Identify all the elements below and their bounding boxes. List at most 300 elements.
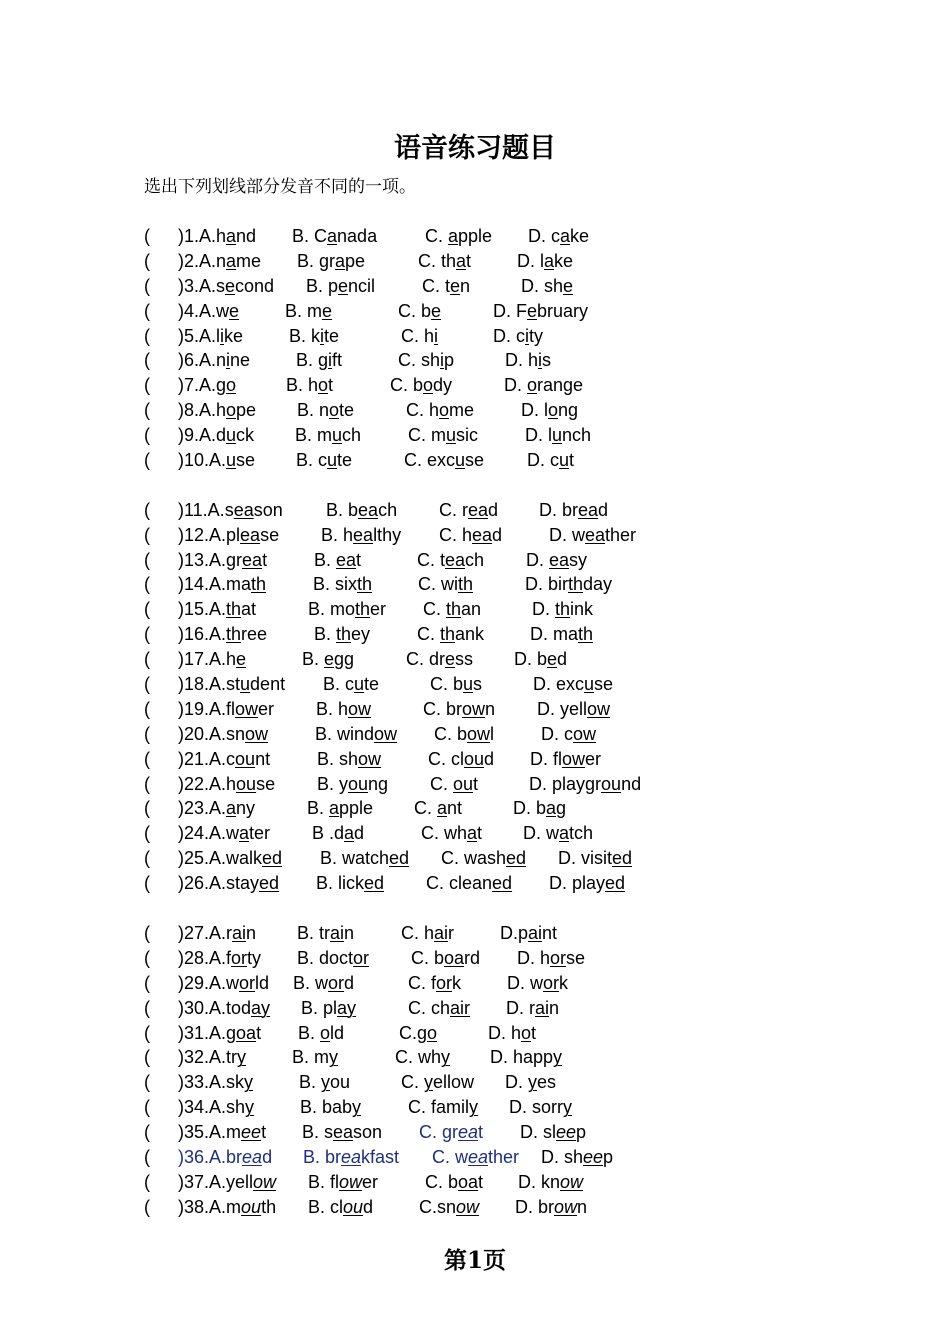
option-text: C. h [401, 325, 435, 346]
option-text: )30.A.tod [178, 997, 252, 1018]
option-d [528, 224, 589, 248]
option-text: ke [570, 226, 590, 246]
question-row [0, 1095, 950, 1120]
answer-blank[interactable]: ( [144, 972, 150, 993]
option-text: C. m [408, 425, 446, 446]
option-text: s [542, 350, 552, 371]
option-text: an [461, 599, 482, 620]
underlined-sound: i [440, 350, 445, 371]
underlined-sound: ai [535, 997, 550, 1018]
option-b [313, 572, 372, 596]
answer-blank[interactable]: ( [144, 848, 150, 869]
option-text: ou [330, 1072, 351, 1093]
option-text: B. [302, 649, 325, 670]
option-text: d [598, 499, 609, 520]
underlined-sound: y [321, 1072, 331, 1093]
option-text: D. sh [541, 1146, 584, 1167]
option-d [533, 672, 613, 696]
underlined-sound: th [568, 574, 584, 595]
option-text: D. F [493, 300, 527, 321]
option-text: th [261, 1196, 277, 1217]
option-b [302, 647, 354, 671]
option-text: )4.A.w [178, 300, 230, 321]
underlined-sound: o [527, 375, 538, 396]
underlined-sound: e [236, 649, 247, 670]
question-row [0, 1070, 950, 1095]
page-title: 语音练习题目 [394, 133, 556, 164]
answer-blank[interactable]: ( [144, 997, 150, 1018]
option-b [295, 423, 361, 447]
underlined-sound: i [220, 325, 225, 346]
answer-blank[interactable]: ( [144, 1097, 150, 1118]
option-text: D. ma [530, 624, 579, 645]
answer-blank[interactable]: ( [144, 574, 150, 595]
answer-blank[interactable]: ( [144, 698, 150, 719]
answer-blank[interactable]: ( [144, 1022, 150, 1043]
option-text: )31.A.g [178, 1022, 237, 1043]
underlined-sound: ea [242, 549, 263, 570]
option-text: B. c [323, 674, 355, 695]
option-text: C. h [439, 524, 473, 545]
option-text: pple [339, 798, 374, 819]
option-b [326, 498, 397, 522]
question-row [0, 796, 950, 821]
option-text: C. t [422, 275, 451, 296]
underlined-sound: ow [562, 748, 586, 769]
option-text: )8.A.h [178, 400, 227, 421]
option-d [504, 373, 583, 397]
underlined-sound: th [336, 624, 352, 645]
underlined-sound: ow [374, 723, 398, 744]
underlined-sound: a [226, 798, 237, 819]
option-text: gg [334, 649, 355, 670]
option-text: B. s [302, 1122, 334, 1143]
option-a [178, 348, 250, 372]
option-text: B. cl [308, 1196, 344, 1217]
answer-blank[interactable]: ( [144, 823, 150, 844]
option-a [178, 423, 254, 447]
option-text: ank [455, 624, 485, 645]
option-text: B. m [295, 425, 333, 446]
question-row [0, 996, 950, 1021]
option-text: )6.A.n [178, 350, 227, 371]
option-text: se [594, 674, 614, 695]
underlined-sound: air [450, 997, 471, 1018]
option-text: )13.A.gr [178, 549, 243, 570]
answer-blank[interactable]: ( [144, 1072, 150, 1093]
option-b [306, 274, 375, 298]
question-row [0, 1045, 950, 1070]
answer-blank[interactable]: ( [144, 275, 150, 296]
question-row [0, 846, 950, 871]
option-text: d [344, 972, 355, 993]
option-d [525, 572, 612, 596]
option-d [521, 274, 573, 298]
option-text: C. b [430, 674, 464, 695]
option-text: C. th [418, 250, 457, 271]
option-b [286, 373, 333, 397]
option-text: lthy [373, 524, 402, 545]
option-text: D. c [493, 325, 526, 346]
option-text: rd [464, 947, 481, 968]
option-a [178, 647, 246, 671]
option-c [417, 548, 484, 572]
option-text: C. exc [404, 450, 456, 471]
underlined-sound: ou [601, 773, 622, 794]
answer-blank[interactable]: ( [144, 624, 150, 645]
underlined-sound: ed [364, 873, 385, 894]
option-text: se [465, 450, 485, 471]
option-c [434, 722, 494, 746]
option-text: )34.A.sh [178, 1097, 246, 1118]
underlined-sound: u [552, 425, 563, 446]
answer-blank[interactable]: ( [144, 599, 150, 620]
underlined-sound: a [239, 823, 250, 844]
option-c [432, 1145, 519, 1169]
underlined-sound: y [469, 1097, 479, 1118]
option-text: me [236, 250, 262, 271]
answer-blank[interactable]: ( [144, 674, 150, 695]
option-text: l [490, 723, 495, 744]
option-c [414, 796, 462, 820]
option-text: d [363, 1196, 374, 1217]
option-a [178, 1170, 276, 1194]
underlined-sound: ow [339, 1171, 363, 1192]
option-text: C. f [408, 972, 437, 993]
underlined-sound: o [226, 375, 237, 396]
answer-blank[interactable]: ( [144, 400, 150, 421]
option-text: )26.A.stay [178, 873, 260, 894]
option-text: bruary [537, 300, 589, 321]
option-text: D.p [500, 922, 529, 943]
underlined-sound: oa [458, 1171, 479, 1192]
option-text: C. dr [406, 649, 446, 670]
underlined-sound: o [548, 400, 559, 421]
answer-blank[interactable]: ( [144, 873, 150, 894]
underlined-sound: ed [605, 873, 626, 894]
underlined-sound: ow [235, 698, 259, 719]
option-text: D. [505, 1072, 529, 1093]
option-text: )38.A.m [178, 1196, 242, 1217]
option-c [411, 946, 480, 970]
option-text: B. lick [316, 873, 365, 894]
underlined-sound: o [318, 375, 329, 396]
option-text: ty [529, 325, 544, 346]
answer-blank[interactable]: ( [144, 450, 150, 471]
option-text: t [569, 450, 575, 471]
option-text: D. c [528, 226, 561, 246]
question-row [0, 597, 950, 622]
question-row [0, 324, 950, 349]
answer-blank[interactable]: ( [144, 723, 150, 744]
option-text: D. b [513, 798, 547, 819]
option-text: C. b [390, 375, 424, 396]
option-text: kfast [361, 1146, 400, 1167]
underlined-sound: ay [251, 997, 271, 1018]
option-b [315, 722, 397, 746]
option-text: t [477, 823, 483, 844]
answer-blank[interactable]: ( [144, 375, 150, 396]
option-text: t [328, 375, 334, 396]
option-c [430, 672, 482, 696]
option-text: ld [255, 972, 270, 993]
option-b [312, 821, 364, 845]
underlined-sound: ea [458, 1122, 479, 1143]
option-text: C. [423, 599, 447, 620]
option-b [289, 324, 339, 348]
answer-blank[interactable]: ( [144, 250, 150, 271]
question-row [0, 348, 950, 373]
answer-blank[interactable]: ( [144, 947, 150, 968]
question-list [0, 224, 950, 1220]
answer-blank[interactable]: ( [144, 549, 150, 570]
option-text: day [583, 574, 613, 595]
underlined-sound: th [555, 599, 571, 620]
option-text: er [362, 1171, 379, 1192]
underlined-sound: a [559, 823, 570, 844]
underlined-sound: ou [236, 773, 257, 794]
option-b [296, 348, 342, 372]
option-c [418, 249, 471, 273]
option-b [308, 1195, 373, 1219]
underlined-sound: u [226, 450, 237, 471]
option-text: C.g [399, 1022, 428, 1043]
option-text: ng [558, 400, 579, 421]
option-text: p [603, 1146, 614, 1167]
option-text: er [370, 599, 387, 620]
option-text: r [448, 922, 455, 943]
option-text: ch [378, 499, 398, 520]
underlined-sound: u [226, 425, 237, 446]
option-d [558, 846, 632, 870]
option-text: t [531, 1022, 537, 1043]
option-text: me [449, 400, 475, 421]
option-text: ther [488, 1146, 520, 1167]
underlined-sound: th [578, 624, 594, 645]
underlined-sound: ee [583, 1146, 604, 1167]
underlined-sound: th [446, 599, 462, 620]
option-text: C. r [439, 499, 468, 520]
option-text: C. sh [398, 350, 441, 371]
question-row [0, 772, 950, 797]
answer-blank[interactable]: ( [144, 325, 150, 346]
option-c [399, 1021, 437, 1045]
option-text: )1.A.h [178, 226, 227, 246]
question-row [0, 697, 950, 722]
option-text: sic [456, 425, 479, 446]
option-b [320, 846, 409, 870]
option-text: se [256, 773, 276, 794]
option-d [527, 448, 574, 472]
option-text: D. sh [521, 275, 564, 296]
underlined-sound: ou [235, 748, 256, 769]
option-b [316, 871, 384, 895]
option-a [178, 1045, 246, 1069]
option-b [321, 523, 401, 547]
option-text: son [353, 1122, 383, 1143]
option-text: D. w [549, 524, 585, 545]
answer-blank[interactable]: ( [144, 748, 150, 769]
underlined-sound: a [546, 798, 557, 819]
option-a [178, 597, 256, 621]
underlined-sound: ai [232, 922, 247, 943]
answer-blank[interactable]: ( [144, 350, 150, 371]
underlined-sound: i [320, 325, 325, 346]
option-text: )27.A.r [178, 922, 233, 943]
option-b [292, 1045, 338, 1069]
option-c [430, 772, 478, 796]
option-text: es [537, 1072, 557, 1093]
option-a [178, 946, 261, 970]
option-text: D. [532, 599, 556, 620]
answer-blank[interactable]: ( [144, 300, 150, 321]
option-text: n [460, 275, 471, 296]
option-c [417, 622, 484, 646]
question-row [0, 1170, 950, 1195]
option-text: ke [224, 325, 244, 346]
underlined-sound: e [338, 275, 349, 296]
option-text: )17.A.h [178, 649, 237, 670]
option-b [301, 996, 356, 1020]
option-text: )3.A.s [178, 275, 226, 296]
underlined-sound: e [547, 649, 558, 670]
option-text: D. r [506, 997, 535, 1018]
option-text: g [556, 798, 567, 819]
underlined-sound: ou [241, 1196, 262, 1217]
option-text: tch [569, 823, 594, 844]
option-a [178, 523, 279, 547]
answer-blank[interactable]: ( [144, 524, 150, 545]
option-text: at [241, 599, 257, 620]
option-text: n [485, 698, 496, 719]
option-text: D. c [527, 450, 560, 471]
option-text: )15.A. [178, 599, 227, 620]
option-d [523, 821, 593, 845]
option-d [517, 946, 585, 970]
option-b [299, 1070, 350, 1094]
option-a [178, 1145, 272, 1169]
option-text: ree [241, 624, 268, 645]
answer-blank[interactable]: ( [144, 1196, 150, 1217]
underlined-sound: or [328, 972, 345, 993]
answer-blank[interactable]: ( [144, 798, 150, 819]
underlined-sound: y [244, 1072, 254, 1093]
underlined-sound: th [458, 574, 474, 595]
option-c [408, 996, 470, 1020]
option-text: B. g [296, 350, 329, 371]
underlined-sound: ow [462, 698, 486, 719]
answer-blank[interactable]: ( [144, 226, 150, 246]
option-c [421, 821, 482, 845]
option-text: )33.A.sk [178, 1072, 245, 1093]
option-text: B. h [286, 375, 319, 396]
option-text: )5.A.l [178, 325, 221, 346]
option-c [404, 448, 484, 472]
option-text: C. w [432, 1146, 468, 1167]
underlined-sound: ed [259, 873, 280, 894]
option-a [178, 299, 239, 323]
question-row [0, 871, 950, 896]
option-d [539, 498, 608, 522]
option-text: C. t [417, 549, 446, 570]
option-text: ch [465, 549, 485, 570]
answer-blank[interactable]: ( [144, 922, 150, 943]
answer-blank[interactable]: ( [144, 649, 150, 670]
underlined-sound: ea [240, 524, 261, 545]
option-d [518, 1170, 583, 1194]
question-row [0, 1120, 950, 1145]
underlined-sound: i [538, 350, 543, 371]
option-text: p [444, 350, 455, 371]
option-text: B. wind [315, 723, 375, 744]
option-text: ke [554, 250, 574, 271]
option-text: te [337, 450, 353, 471]
underlined-sound: y [441, 1047, 451, 1068]
option-text: nch [562, 425, 592, 446]
answer-blank[interactable]: ( [144, 1122, 150, 1143]
underlined-sound: ea [353, 524, 374, 545]
underlined-sound: th [251, 574, 267, 595]
option-d [549, 523, 636, 547]
question-row [0, 448, 950, 473]
option-c [423, 697, 495, 721]
option-a [178, 821, 270, 845]
underlined-sound: u [455, 450, 466, 471]
underlined-sound: ai [330, 922, 345, 943]
option-text: nd [621, 773, 642, 794]
option-text: B. m [292, 1047, 330, 1068]
option-text: er [258, 698, 275, 719]
answer-blank[interactable]: ( [144, 499, 150, 520]
option-a [178, 249, 261, 273]
option-c [419, 1120, 483, 1144]
answer-blank[interactable]: ( [144, 425, 150, 446]
underlined-sound: th [226, 599, 242, 620]
option-text: D. fl [530, 748, 563, 769]
option-text: B. n [297, 400, 330, 421]
option-b [296, 448, 352, 472]
underlined-sound: y [528, 1072, 538, 1093]
answer-blank[interactable]: ( [144, 1047, 150, 1068]
option-d [541, 1145, 613, 1169]
option-d [493, 324, 543, 348]
answer-blank[interactable]: ( [144, 1171, 150, 1192]
answer-blank[interactable]: ( [144, 773, 150, 794]
option-a [178, 1021, 261, 1045]
underlined-sound: ow [348, 698, 372, 719]
option-text: ck [236, 425, 255, 446]
option-b [297, 398, 354, 422]
option-a [178, 622, 267, 646]
option-b [298, 1021, 344, 1045]
option-text: ft [332, 350, 343, 371]
option-d [530, 747, 601, 771]
underlined-sound: e [225, 275, 236, 296]
option-text: C. b [411, 947, 445, 968]
underlined-sound: ea [336, 549, 357, 570]
option-a [178, 324, 243, 348]
question-row [0, 572, 950, 597]
answer-blank[interactable]: ( [144, 1146, 150, 1167]
option-text: B. b [326, 499, 359, 520]
underlined-sound: a [560, 226, 571, 246]
option-d [541, 722, 596, 746]
question-row [0, 1145, 950, 1170]
underlined-sound: o [521, 1022, 532, 1043]
option-a [178, 697, 274, 721]
option-c [441, 846, 526, 870]
option-c [401, 921, 454, 945]
